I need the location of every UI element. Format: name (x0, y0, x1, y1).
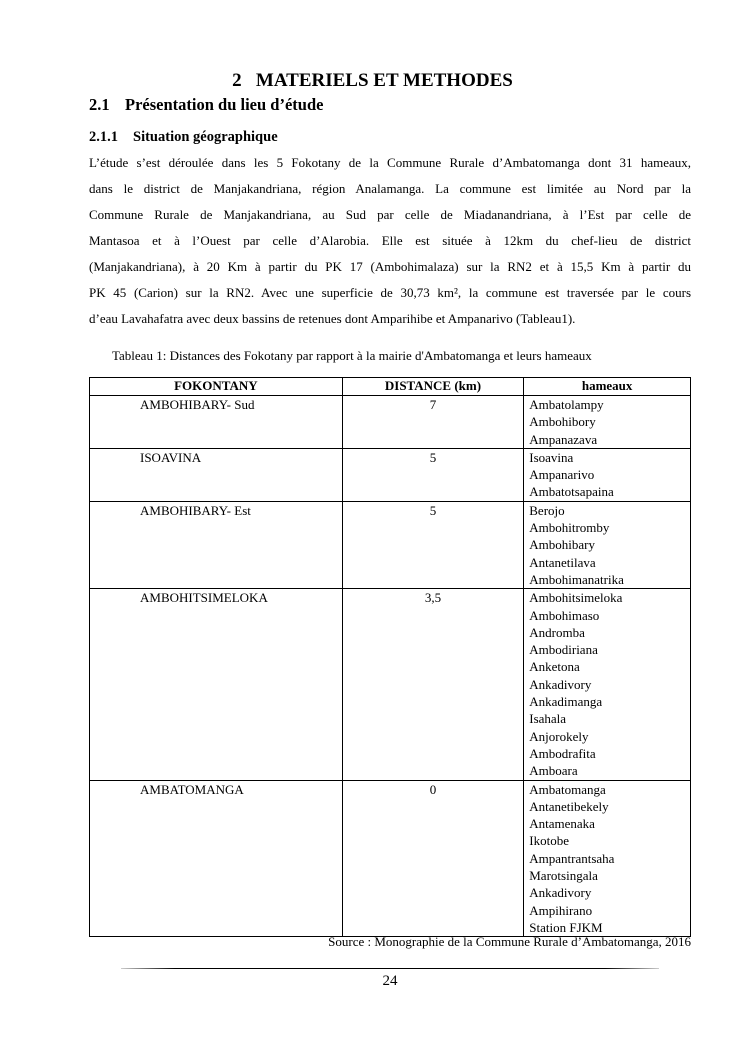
paragraph-line: Mantasoa et à l’Ouest par celle d’Alarobia. Elle est située à 12km du chef-lieu de district (89, 233, 691, 248)
fokontany-cell: AMBOHITSIMELOKA (90, 589, 343, 780)
paragraph-line: dans le district de Manjakandriana, région Analamanga. La commune est limitée au Nord par la (89, 181, 691, 196)
table-row (90, 501, 691, 588)
hameau-item: Antanetilava (529, 554, 596, 570)
fokontany-table (89, 377, 691, 937)
column-header-distance: DISTANCE (km) (342, 378, 524, 396)
hameau-item: Isahala (529, 711, 567, 727)
paragraph-line: Commune Rurale de Manjakandriana, au Sud par celle de Miadanandriana, à l’Est par celle de (89, 207, 691, 222)
hameaux-cell (524, 448, 691, 501)
hameau-item: Amboara (529, 763, 578, 779)
distance-cell: 7 (342, 396, 524, 449)
hameau-item: Ambatolampy (529, 397, 604, 412)
fokontany-cell: AMBATOMANGA (90, 780, 343, 937)
footer-divider (121, 968, 659, 969)
hameau-item: Antamenaka (529, 816, 595, 832)
paragraph-line: d’eau Lavahafatra avec deux bassins de retenues dont Amparihibe et Ampanarivo (Tableau1). (89, 311, 576, 326)
hameau-item: Andromba (529, 624, 585, 640)
hameau-item: Ambohimaso (529, 607, 600, 623)
section-number: 2.1 (89, 95, 110, 114)
column-header-fokontany: FOKONTANY (90, 378, 343, 396)
body-paragraph (89, 150, 691, 332)
hameau-item: Ikotobe (529, 833, 569, 849)
section-heading (89, 95, 323, 115)
hameau-item: Ambatomanga (529, 781, 606, 797)
table-row (90, 396, 691, 449)
hameau-item: Ankadivory (529, 676, 592, 692)
fokontany-cell: AMBOHIBARY- Sud (90, 396, 343, 449)
paragraph-line: L’étude s’est déroulée dans les 5 Fokotany de la Commune Rurale d’Ambatomanga dont 31 hameaux, (89, 155, 691, 170)
hameau-item: Anketona (529, 659, 580, 675)
hameaux-cell (524, 396, 691, 449)
hameaux-cell (524, 501, 691, 588)
hameau-item: Ankadimanga (529, 694, 603, 710)
hameau-item: Anjorokely (529, 728, 589, 744)
page-number: 24 (382, 973, 398, 989)
chapter-heading (0, 69, 745, 93)
hameau-item: Ampanazava (529, 431, 598, 447)
hameau-item: Ampantrantsaha (529, 850, 615, 866)
paragraph-line: PK 45 (Carion) sur la RN2. Avec une superficie de 30,73 km², la commune est traversée par le cours (89, 285, 691, 300)
section-title: Présentation du lieu d’étude (125, 95, 324, 114)
column-header-hameaux: hameaux (524, 378, 691, 396)
fokontany-cell: ISOAVINA (90, 448, 343, 501)
table-row (90, 448, 691, 501)
subsection-heading (89, 128, 278, 146)
hameau-item: Ambodiriana (529, 642, 598, 658)
table-row (90, 589, 691, 780)
hameau-item: Antanetibekely (529, 798, 609, 814)
table-caption: Tableau 1: Distances des Fokotany par rapport à la mairie d'Ambatomanga et leurs hameaux (112, 348, 592, 363)
hameau-item: Ambohibory (529, 414, 596, 430)
hameau-item: Ambatotsapaina (529, 484, 614, 500)
distance-cell: 5 (342, 501, 524, 588)
hameau-item: Ampanarivo (529, 467, 595, 483)
table-source: Source : Monographie de la Commune Rurale d’Ambatomanga, 2016 (328, 934, 691, 949)
hameau-item: Ampihirano (529, 902, 593, 918)
hameau-item: Ambohibary (529, 537, 595, 553)
hameau-item: Station FJKM (529, 919, 603, 935)
hameau-item: Ankadivory (529, 885, 592, 901)
fokontany-cell: AMBOHIBARY- Est (90, 501, 343, 588)
hameau-item: Ambodrafita (529, 745, 596, 761)
paragraph-line: (Manjakandriana), à 20 Km à partir du PK 17 (Ambohimalaza) sur la RN2 et à 15,5 Km à partir du (89, 259, 691, 274)
hameaux-cell (524, 780, 691, 937)
subsection-number: 2.1.1 (89, 129, 118, 145)
subsection-title: Situation géographique (133, 129, 278, 145)
hameaux-cell (524, 589, 691, 780)
table-row (90, 780, 691, 937)
chapter-number: 2 (232, 70, 242, 91)
table-body (90, 396, 691, 937)
distance-cell: 5 (342, 448, 524, 501)
table-header-row (90, 378, 691, 396)
distance-cell: 3,5 (342, 589, 524, 780)
hameau-item: Ambohitsimeloka (529, 590, 623, 606)
hameau-item: Berojo (529, 502, 565, 518)
hameau-item: Isoavina (529, 449, 574, 465)
hameau-item: Ambohitromby (529, 520, 610, 536)
hameau-item: Marotsingala (529, 868, 598, 884)
hameau-item: Ambohimanatrika (529, 571, 624, 587)
distance-cell: 0 (342, 780, 524, 937)
chapter-title: MATERIELS ET METHODES (255, 70, 513, 91)
